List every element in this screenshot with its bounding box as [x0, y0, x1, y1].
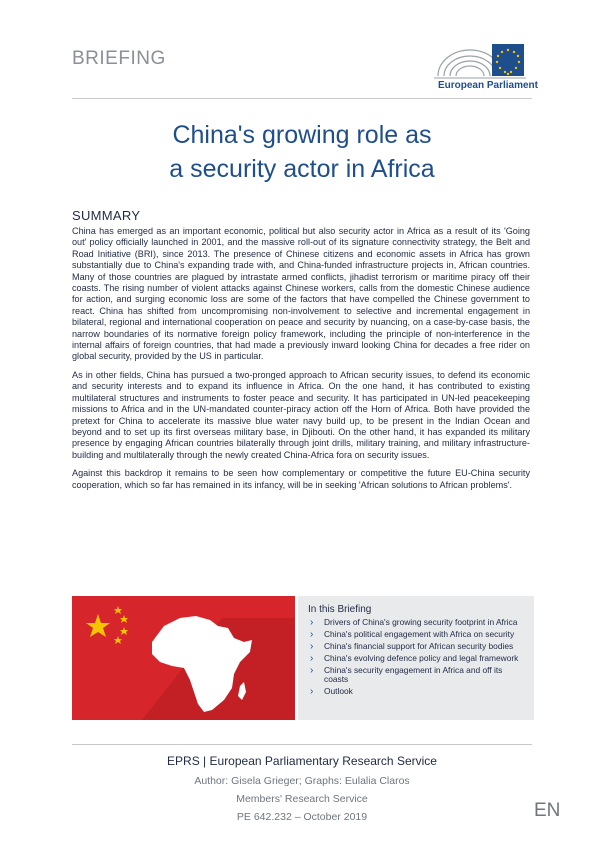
document-type-label: BRIEFING [72, 48, 166, 69]
chevron-right-icon: › [310, 617, 314, 628]
briefing-box-title: In this Briefing [308, 604, 372, 615]
chevron-right-icon: › [310, 640, 314, 652]
china-africa-illustration [72, 596, 295, 720]
chevron-right-icon: › [310, 652, 314, 664]
list-item: › Outlook [310, 685, 353, 697]
summary-heading: SUMMARY [72, 208, 141, 223]
list-item: › Drivers of China's growing security footprint in Africa [310, 617, 518, 628]
briefing-contents-list [308, 618, 526, 699]
page-title [72, 118, 532, 186]
header-divider [72, 98, 532, 99]
list-item: › China's financial support for African security bodies [310, 640, 514, 652]
language-code: EN [534, 800, 561, 821]
title-line-1: China's growing role as [172, 121, 432, 149]
chevron-right-icon: › [310, 685, 314, 697]
footer-divider [72, 744, 532, 745]
footer-author: Author: Gisela Grieger; Graphs: Eulalia Claros [194, 775, 410, 787]
summary-paragraph-3: Against this backdrop it remains to be seen how complementary or competitive the future EU-China security cooperation, which so far has remained in its infancy, will be in seeking 'African solutions to African problems'. [72, 468, 530, 490]
summary-body [72, 226, 530, 498]
european-parliament-logo-text: European Parliament [437, 80, 538, 91]
in-this-briefing-box [298, 596, 534, 720]
list-item: › China's evolving defence policy and legal framework [310, 652, 519, 664]
summary-paragraph-1: China has emerged as an important economic, political but also security actor in Africa as a result of its 'Going out' policy officially launched in 2001, and the massive roll-out of its signature connectivity strategy, the Belt and Road Initiative (BRI), since 2013. The presence of Chinese citizens and economic assets in Africa has grown substantially due to China's expanding trade with, and China-funded infrastructure projects in, African countries. Many of those countries are plagued by intrastate armed conflicts, jihadist terrorism or maritime piracy off their coasts. The rising number of violent attacks against Chinese workers, calls from the domestic Chinese audience for action, and surging economic loss are some of the factors that have compelled the Chinese government to react. China has shifted from uncompromising non-involvement to selective and incremental engagement in bilateral, regional and international cooperation on peace and security by nuancing, on a case-by-case basis, the narrow boundaries of its normative foreign policy framework, including the principle of non-interference in the internal affairs of foreign countries, that had made a previously inward looking China for decades a free rider on global security, provided by the US in particular. [72, 226, 530, 362]
list-item: › China's security engagement in Africa and off its coasts [310, 664, 503, 685]
footer-service-name: EPRS | European Parliamentary Research Service [167, 754, 437, 768]
chevron-right-icon: › [310, 664, 314, 676]
summary-paragraph-2: As in other fields, China has pursued a two-pronged approach to African security issues, to defend its economic and security interests and to expand its influence in Africa. On the one hand, it has contributed to existing multilateral structures and instruments to foster peace and security. It has participated in UN-led peacekeeping missions to Africa and in the UN-mandated counter-piracy action off the Horn of Africa. Both have provided the pretext for China to accelerate its massive blue water navy build up, to be present in the Indian Ocean and beyond and to set up its first overseas military base, in Djibouti. On the other hand, it has expanded its military presence by engaging African countries bilaterally through joint drills, military training, and military infrastructure-building and multilaterally through the newly created China-Africa fora on security issues. [72, 369, 530, 460]
chevron-right-icon: › [310, 628, 314, 640]
title-line-2: a security actor in Africa [169, 155, 435, 183]
footer-unit: Members' Research Service [236, 793, 368, 805]
china-flag-africa-graphic [72, 596, 295, 720]
footer-reference: PE 642.232 – October 2019 [236, 811, 368, 823]
list-item: › China's political engagement with Africa on security [310, 628, 515, 640]
